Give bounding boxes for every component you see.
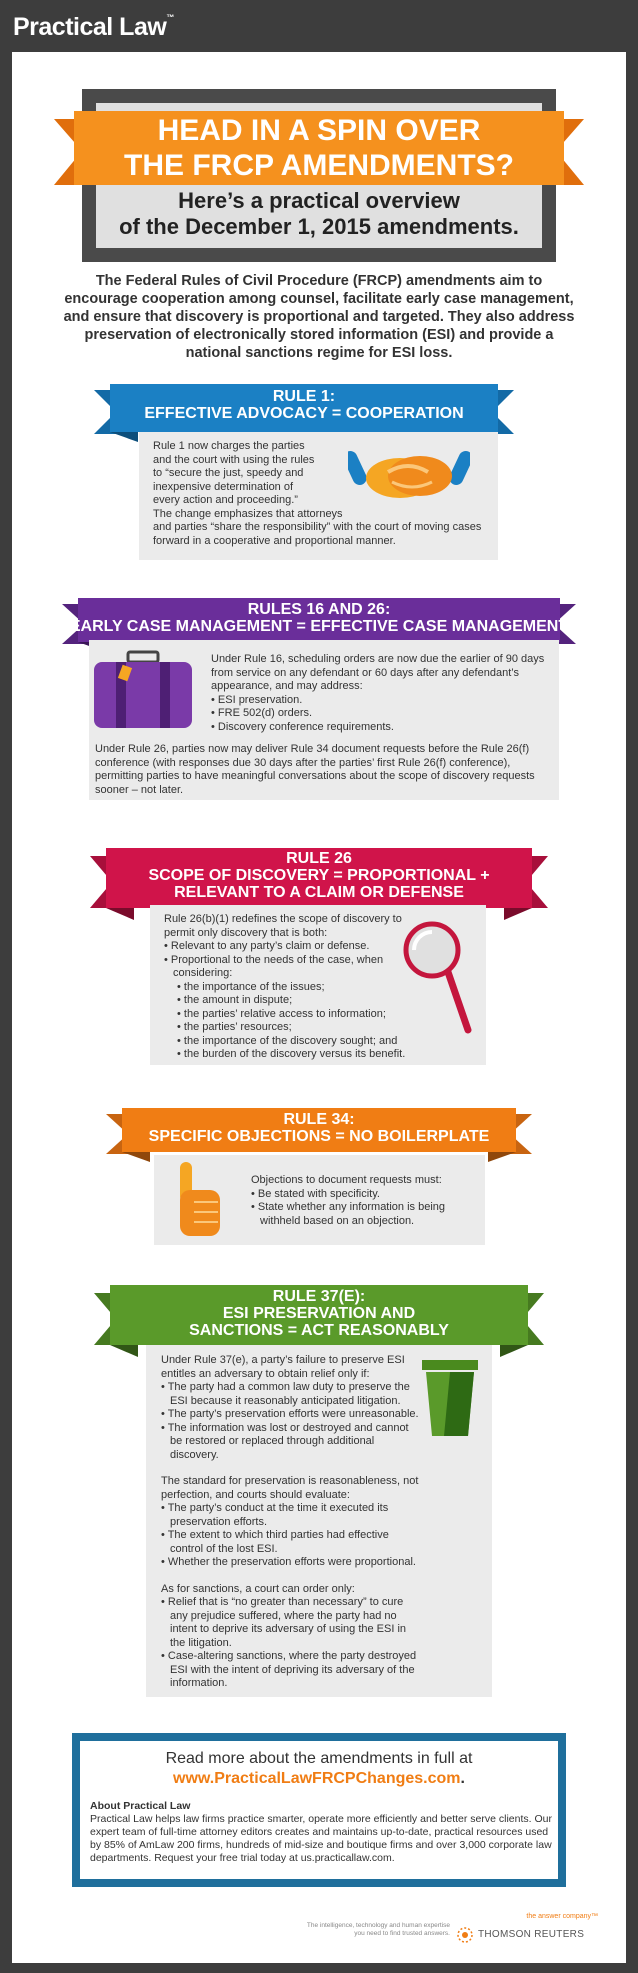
suitcase-icon bbox=[92, 650, 194, 732]
header-subtitle: Here’s a practical overview of the December 1, 2015 amendments. bbox=[119, 188, 519, 239]
rule1-text: Rule 1 now charges the parties and the court with using the rules to “secure the just, speedy and inexpensive determination of every action and proceeding.” The change emphasizes that attorneys and parties “share the responsibility” with the court of moving cases forward in a cooperative and proportional manner. bbox=[153, 440, 482, 547]
list-item: • The extent to which third parties had effective control of the lost ESI. bbox=[161, 1529, 389, 1555]
list-item: • The party’s conduct at the time it executed its preservation efforts. bbox=[161, 1502, 389, 1528]
read-more-text: Read more about the amendments in full at bbox=[165, 1750, 473, 1767]
list-item: • the parties’ relative access to information; bbox=[177, 1007, 386, 1020]
rule26-title: RULE 26 SCOPE OF DISCOVERY = PROPORTIONAL + RELEVANT TO A CLAIM OR DEFENSE bbox=[148, 850, 490, 901]
list-item: • Whether the preservation efforts were proportional. bbox=[161, 1556, 416, 1568]
about-section bbox=[90, 1800, 552, 1865]
list-item: • the importance of the discovery sought; and bbox=[177, 1034, 398, 1047]
header-title: HEAD IN A SPIN OVER THE FRCP AMENDMENTS? bbox=[124, 114, 514, 182]
rule16-title: RULES 16 AND 26: EARLY CASE MANAGEMENT = EFFECTIVE CASE MANAGEMENT bbox=[69, 601, 569, 635]
list-item: • ESI preservation. bbox=[211, 693, 303, 706]
list-item: • the parties’ resources; bbox=[177, 1021, 292, 1033]
rule26-text: Rule 26(b)(1) redefines the scope of discovery to permit only discovery that is both: • Relevant to any party’s claim or defense. • Proportional to the needs of the case, when considering: • the importance of the issues; • the amount in dispute; • the parties’ relative access to information; • the parties’ resources; • the importance of the discovery sought; and • the burden of the discovery versus its benefit. bbox=[164, 913, 414, 1062]
top-bar bbox=[0, 0, 638, 52]
list-item: • Case-altering sanctions, where the party destroyed ESI with the intent of depriving its adversary of the information. bbox=[161, 1650, 417, 1689]
list-item: • Be stated with specificity. bbox=[251, 1187, 380, 1200]
list-item: • The information was lost or destroyed and cannot be restored or replaced through additional discovery. bbox=[161, 1421, 409, 1461]
thomson-reuters-logo-icon bbox=[455, 1925, 475, 1945]
practical-law-logo[interactable]: Practical Law™ bbox=[13, 13, 174, 41]
list-item: • the amount in dispute; bbox=[177, 994, 293, 1006]
rule37-title: RULE 37(E): ESI PRESERVATION AND SANCTIONS = ACT REASONABLY bbox=[189, 1288, 449, 1339]
list-item: • FRE 502(d) orders. bbox=[211, 707, 313, 719]
list-item: • State whether any information is being withheld based on an objection. bbox=[251, 1201, 446, 1227]
about-text: Practical Law helps law firms practice smarter, operate more efficiently and better serve clients. Our expert team of full-time attorney editors creates and maintains up-to-date, practical resources used by 85% of AmLaw 200 firms, hundreds of mid-size and boutique firms and over 3,000 corporate law departments. Request your free trial today at us.practicallaw.com. bbox=[90, 1813, 552, 1864]
about-title: About Practical Law bbox=[90, 1800, 191, 1812]
rule1-title: RULE 1: EFFECTIVE ADVOCACY = COOPERATION bbox=[144, 388, 464, 422]
website-link[interactable]: www.PracticalLawFRCPChanges.com bbox=[173, 1770, 461, 1787]
list-item: • Relevant to any party’s claim or defense. bbox=[164, 940, 370, 952]
thomson-reuters-logo-text[interactable]: THOMSON REUTERS bbox=[478, 1929, 585, 1940]
intro-text: The Federal Rules of Civil Procedure (FRCP) amendments aim to encourage cooperation among counsel, facilitate early case management, and ensure that discovery is proportional and targeted. They also address preservation of electronically stored information (ESI) and provide a national sanctions regime for ESI loss. bbox=[63, 273, 575, 361]
rule34-text: Objections to document requests must: • Be stated with specificity. • State whether any information is being withheld based on an objection. bbox=[251, 1174, 473, 1228]
list-item: • Discovery conference requirements. bbox=[211, 720, 394, 733]
list-item: • the importance of the issues; bbox=[177, 980, 325, 993]
magnifying-glass-icon bbox=[402, 920, 474, 1040]
list-item: • the burden of the discovery versus its benefit. bbox=[177, 1048, 406, 1060]
raised-finger-icon bbox=[174, 1160, 228, 1242]
list-item: • Relief that is “no greater than necessary” to cure any prejudice suffered, where the party had no intent to deprive its adversary of using the ESI in the litigation. bbox=[161, 1596, 407, 1649]
trash-bin-icon bbox=[420, 1358, 480, 1440]
tagline: The intelligence, technology and human expertise you need to find trusted answers. bbox=[306, 1922, 450, 1937]
rule34-title: RULE 34: SPECIFIC OBJECTIONS = NO BOILERPLATE bbox=[148, 1111, 490, 1145]
rule37-text: Under Rule 37(e), a party’s failure to preserve ESI entitles an adversary to obtain relief only if: • The party had a common law duty to preserve the ESI because it reasonably anticipated litigation. • The party’s preservation efforts were unreasonable. • The information was lost or destroyed and cannot be restored or replaced through additional discovery. The standard for preservation is reasonableness, not perfection, and courts should evaluate: • The party’s conduct at the time it executed its preservation efforts. • The extent to which third parties had effective control of the lost ESI. • Whether the preservation efforts were proportional. As for sanctions, a court can order only: • Relief that is “no greater than necessary” to cure any prejudice suffered, where the party had no intent to deprive its adversary of using the ESI in the litigation. • Case-altering sanctions, where the party destroyed ESI with the intent of depriving its adversary of the information. bbox=[161, 1354, 419, 1689]
rule16-text-2: Under Rule 26, parties now may deliver Rule 34 document requests before the Rule 26(f) conference (with responses due 30 days after the parties’ first Rule 26(f) conference), permitting parties to have meaningful conversations about the scope of discovery requests sooner – not later. bbox=[95, 743, 535, 796]
list-item: • Proportional to the needs of the case, when considering: bbox=[164, 953, 384, 979]
rule16-text-1: Under Rule 16, scheduling orders are now due the earlier of 90 days from service on any defendant or 60 days after any defendant’s appearance, and may address: • ESI preservation. • FRE 502(d) orders. • Discovery conference requirements. bbox=[211, 653, 551, 734]
handshake-icon bbox=[348, 438, 470, 510]
read-more-link-row: www.PracticalLawFRCPChanges.com. bbox=[173, 1770, 465, 1787]
list-item: • The party’s preservation efforts were unreasonable. bbox=[161, 1408, 419, 1420]
list-item: • The party had a common law duty to preserve the ESI because it reasonably anticipated litigation. bbox=[161, 1381, 410, 1407]
answer-company-label: the answer company™ bbox=[526, 1913, 598, 1920]
